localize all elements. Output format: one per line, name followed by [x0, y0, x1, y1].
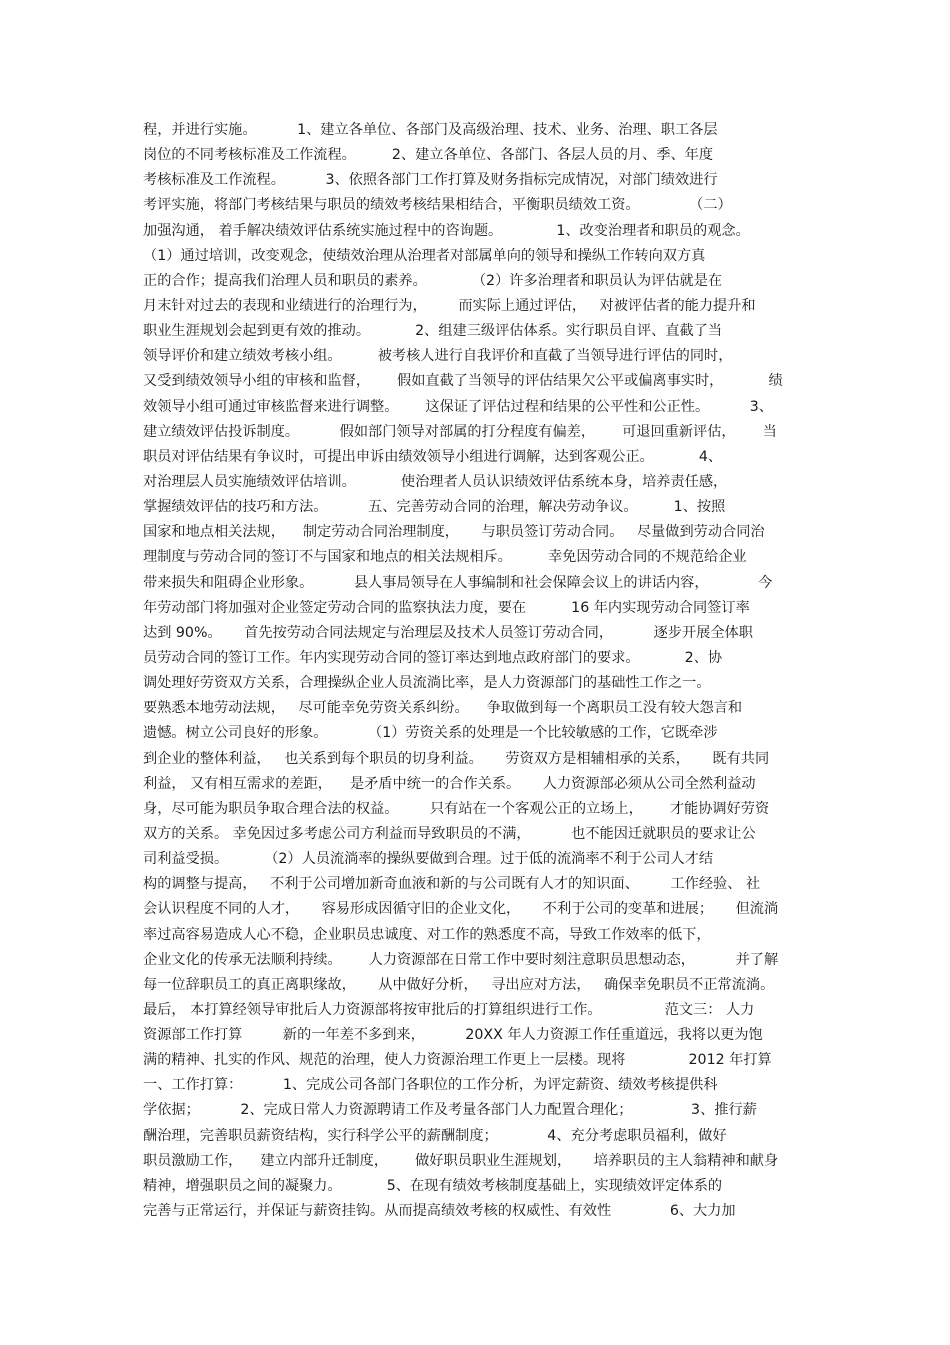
text-line: 程，并进行实施。 1、建立各单位、各部门及高级治理、技术、业务、治理、职工各层 [143, 122, 718, 138]
text-line: 理制度与劳动合同的签订不与国家和地点的相关法规相斥。 幸免因劳动合同的不规范给企业 [143, 549, 747, 566]
text-line: 构的调整与提高， 不利于公司增加新奇血液和新的与公司既有人才的知识面、 工作经验、 社 [143, 876, 761, 893]
text-line: 满的精神、扎实的作风、规范的治理，使人力资源治理工作更上一层楼。现将 2012 年打算 [143, 1052, 772, 1069]
text-line: 要熟悉本地劳动法规， 尽可能幸免劳资关系纠纷。 争取做到每一个离职员工没有较大怨言和 [143, 700, 743, 717]
text-line: 职员激励工作， 建立内部升迁制度， 做好职员职业生涯规划， 培养职员的主人翁精神和献身 [143, 1152, 779, 1169]
text-line: 遗憾。树立公司良好的形象。 （1）劳资关系的处理是一个比较敏感的工作，它既牵涉 [143, 725, 718, 742]
text-line: 企业文化的传承无法顺利持续。 人力资源部在日常工作中要时刻注意职员思想动态， 并了解 [143, 951, 779, 968]
text-line: 双方的关系。 幸免因过多考虑公司方利益而导致职员的不满， 也不能因迁就职员的要求让公 [143, 825, 756, 842]
text-line: 利益， 又有相互需求的差距， 是矛盾中统一的合作关系。 人力资源部必须从公司全然利益动 [143, 775, 756, 792]
text-line: 完善与正常运行，并保证与薪资挂钩。从而提高绩效考核的权威性、有效性 6、大力加 [143, 1203, 736, 1220]
text-line: 每一位辞职员工的真正离职缘故， 从中做好分析， 寻出应对方法， 确保幸免职员不正常流淌。 [143, 976, 775, 993]
text-line: 国家和地点相关法规， 制定劳动合同治理制度， 与职员签订劳动合同。 尽量做到劳动合同治 [143, 524, 765, 541]
text-line: 加强沟通， 着手解决绩效评估系统实施过程中的咨询题。 1、改变治理者和职员的观念。 [143, 222, 750, 239]
text-line: 员劳动合同的签订工作。年内实现劳动合同的签订率达到地点政府部门的要求。 2、协 [143, 649, 723, 666]
text-line: 调处理好劳资双方关系，合理操纵企业人员流淌比率，是人力资源部门的基础性工作之一。 [143, 675, 711, 692]
text-line: 领导评价和建立绩效考核小组。 被考核人进行自我评价和直截了当领导进行评估的同时， [143, 348, 733, 365]
text-line: 考核标准及工作流程。 3、依照各部门工作打算及财务指标完成情况，对部门绩效进行 [143, 172, 718, 189]
text-line: 建立绩效评估投诉制度。 假如部门领导对部属的打分程度有偏差， 可退回重新评估， 当 [143, 423, 777, 440]
text-line: 岗位的不同考核标准及工作流程。 2、建立各单位、各部门、各层人员的月、季、年度 [143, 147, 714, 164]
text-line: 司利益受损。 （2）人员流淌率的操纵要做到合理。过于低的流淌率不利于公司人才结 [143, 851, 714, 868]
text-line: 带来损失和阻碍企业形象。 县人事局领导在人事编制和社会保障会议上的讲话内容， 今 [143, 574, 773, 591]
text-line: 学依据； 2、完成日常人力资源聘请工作及考量各部门人力配置合理化； 3、推行薪 [143, 1102, 757, 1119]
text-line: 年劳动部门将加强对企业签定劳动合同的监察执法力度，要在 16 年内实现劳动合同签订率 [143, 599, 750, 616]
text-line: 考评实施，将部门考核结果与职员的绩效考核结果相结合，平衡职员绩效工资。 （二） [143, 197, 732, 214]
text-line: 效领导小组可通过审核监督来进行调整。 这保证了评估过程和结果的公平性和公正性。 3、 [143, 398, 773, 415]
text-line: 一、工作打算： 1、完成公司各部门各职位的工作分析，为评定薪资、绩效考核提供科 [143, 1077, 718, 1094]
text-line: 会认识程度不同的人才， 容易形成因循守旧的企业文化， 不利于公司的变革和进展； 但流淌 [143, 901, 779, 918]
text-line: 到企业的整体利益， 也关系到每个职员的切身利益。 劳资双方是相辅相承的关系， 既有共同 [143, 750, 770, 767]
text-line: 月末针对过去的表现和业绩进行的治理行为， 而实际上通过评估， 对被评估者的能力提升和 [143, 297, 756, 314]
text-line: 精神，增强职员之间的凝聚力。 5、在现有绩效考核制度基础上，实现绩效评定体系的 [143, 1177, 723, 1194]
text-line: （1）通过培训，改变观念，使绩效治理从治理者对部属单向的领导和操纵工作转向双方真 [143, 247, 706, 264]
text-line: 又受到绩效领导小组的审核和监督， 假如直截了当领导的评估结果欠公平或偏离事实时， 绩 [143, 373, 783, 390]
text-line: 正的合作；提高我们治理人员和职员的素养。 （2）许多治理者和职员认为评估就是在 [143, 272, 723, 289]
text-line: 资源部工作打算 新的一年差不多到来， 20XX 年人力资源工作任重道远，我将以更为饱 [143, 1027, 763, 1044]
text-line: 最后， 本打算经领导审批后人力资源部将按审批后的打算组织进行工作。 范文三： 人力 [143, 1001, 755, 1018]
text-line: 身，尽可能为职员争取合理合法的权益。 只有站在一个客观公正的立场上， 才能协调好劳资 [143, 800, 770, 817]
text-line: 酬治理，完善职员薪资结构，实行科学公平的薪酬制度； 4、充分考虑职员福利，做好 [143, 1127, 727, 1144]
text-line: 率过高容易造成人心不稳，企业职员忠诚度、对工作的熟悉度不高，导致工作效率的低下， [143, 926, 711, 943]
text-line: 达到 90%。 首先按劳动合同法规定与治理层及技术人员签订劳动合同， 逐步开展全体职 [143, 624, 753, 641]
text-line: 职员对评估结果有争议时，可提出申诉由绩效领导小组进行调解，达到客观公正。 4、 [143, 448, 723, 465]
document-body [143, 118, 813, 1224]
text-line: 掌握绩效评估的技巧和方法。 五、完善劳动合同的治理，解决劳动争议。 1、按照 [143, 499, 726, 516]
text-line: 对治理层人员实施绩效评估培训。 使治理者人员认识绩效评估系统本身，培养责任感， [143, 473, 728, 490]
text-line: 职业生涯规划会起到更有效的推动。 2、组建三级评估体系。实行职员自评、直截了当 [143, 323, 723, 340]
